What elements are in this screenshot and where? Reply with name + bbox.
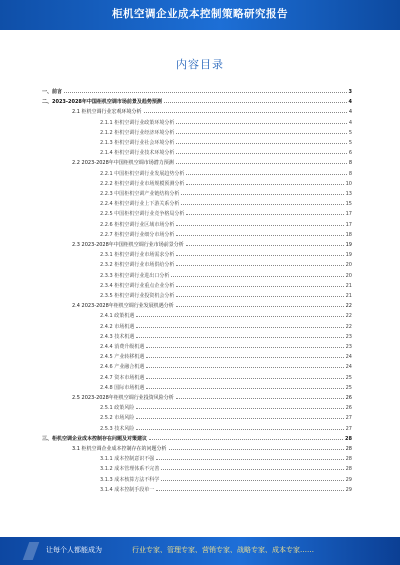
toc-entry-title: 3.1.1 成本控制意识不强 xyxy=(100,456,155,463)
toc-dot-leader xyxy=(176,153,346,154)
toc-entry-title: 2.2.5 中国柜机空调行业竞争格局分析 xyxy=(100,211,185,218)
toc-dot-leader xyxy=(146,378,343,379)
toc-page-number: 28 xyxy=(345,435,352,442)
footer-roles: 行业专家、管理专家、营销专家、战略专家、成本专家…… xyxy=(132,546,314,554)
toc-entry[interactable] xyxy=(100,146,352,156)
toc-page-number: 23 xyxy=(345,333,352,340)
toc-entry[interactable] xyxy=(100,279,352,289)
toc-entry-title: 2.4.4 消费升级机遇 xyxy=(100,344,145,350)
toc-dot-leader xyxy=(176,398,344,399)
page-header xyxy=(0,0,400,30)
toc-page-number: 6 xyxy=(348,150,352,157)
toc-entry-title: 2.4.3 技术机遇 xyxy=(100,333,135,340)
toc-dot-leader xyxy=(186,214,343,215)
toc-entry-title: 2.5.3 技术风险 xyxy=(100,425,135,432)
toc-entry-title: 2.5.1 政策风险 xyxy=(100,405,135,412)
toc-dot-leader xyxy=(146,347,343,348)
toc-page-number: 4 xyxy=(348,119,352,126)
toc-dot-leader xyxy=(136,408,343,409)
toc-page-number: 24 xyxy=(345,364,352,371)
toc-entry-title: 2.5.2 市场风险 xyxy=(100,415,135,422)
toc-entry[interactable] xyxy=(100,330,352,340)
toc-page-number: 24 xyxy=(345,354,352,361)
toc-page-number: 29 xyxy=(345,486,352,493)
toc-dot-leader xyxy=(186,245,344,246)
toc-entry-title: 2.1 柜机空调行业宏观环境分析 xyxy=(72,109,142,116)
toc-entry[interactable] xyxy=(100,340,352,350)
toc-entry-title: 2.4.1 政策机遇 xyxy=(100,313,135,320)
footer-slogan: 让每个人都能成为 xyxy=(46,546,102,554)
toc-entry[interactable] xyxy=(100,248,352,258)
toc-page-number: 23 xyxy=(345,344,352,350)
toc-dot-leader xyxy=(186,184,343,185)
toc-entry[interactable] xyxy=(100,258,352,268)
toc-entry[interactable] xyxy=(72,105,352,115)
toc-entry-title: 2.3.5 柜机空调行业投资机会分析 xyxy=(100,293,175,299)
toc-dot-leader xyxy=(169,449,344,450)
toc-entry[interactable] xyxy=(72,391,352,401)
toc-dot-leader xyxy=(176,255,343,256)
toc-entry-title: 2.2.1 中国柜机空调行业发展趋势分析 xyxy=(100,170,185,177)
toc-entry[interactable] xyxy=(100,218,352,228)
toc-entry-title: 2.1.4 柜机空调行业技术环境分析 xyxy=(100,150,175,157)
toc-entry-title: 3.1.4 成本控制手段单一 xyxy=(100,486,155,493)
toc-entry[interactable] xyxy=(42,432,352,442)
toc-entry[interactable] xyxy=(72,156,352,166)
toc-page-number: 27 xyxy=(345,415,352,422)
toc-entry[interactable] xyxy=(100,289,352,299)
report-title: 柜机空调企业成本控制策略研究报告 xyxy=(112,8,288,20)
toc-page-number: 15 xyxy=(345,201,352,208)
toc-entry[interactable] xyxy=(100,483,352,493)
toc-entry[interactable] xyxy=(100,411,352,421)
toc-dot-leader xyxy=(176,143,346,144)
toc-entry[interactable] xyxy=(100,371,352,381)
toc-dot-leader xyxy=(176,225,343,226)
toc-entry-title: 2.3 2023-2028年中国柜机空调行业市场前景分析 xyxy=(72,242,184,248)
toc-page-number: 4 xyxy=(348,99,352,106)
toc-page-number: 28 xyxy=(345,466,352,473)
toc-page-number: 5 xyxy=(348,129,352,136)
toc-dot-leader xyxy=(176,286,343,287)
toc-entry-title: 3.1.2 成本管理体系不完善 xyxy=(100,466,160,473)
toc-entry[interactable] xyxy=(100,320,352,330)
toc-entry-title: 2.4 2023-2028年柜机空调行业发展机遇分析 xyxy=(72,303,174,310)
toc-entry[interactable] xyxy=(100,136,352,146)
toc-page-number: 29 xyxy=(345,476,352,483)
toc-entry[interactable] xyxy=(100,177,352,187)
page-footer xyxy=(0,537,400,565)
toc-dot-leader xyxy=(161,480,343,481)
toc-dot-leader xyxy=(149,439,343,440)
toc-entry-title: 2.2.3 中国柜机空调产业链结构分析 xyxy=(100,191,180,197)
toc-page-number: 19 xyxy=(345,252,352,259)
toc-entry[interactable] xyxy=(100,462,352,472)
toc-dot-leader xyxy=(136,316,343,317)
toc-entry[interactable] xyxy=(100,197,352,207)
toc-entry-title: 3.1 柜机空调企业成本控制存在的问题分析 xyxy=(72,446,167,452)
toc-entry-title: 2.2.7 柜机空调行业细分市场分析 xyxy=(100,231,175,238)
toc-entry[interactable] xyxy=(100,207,352,217)
toc-dot-leader xyxy=(136,429,343,430)
toc-page-number: 18 xyxy=(345,231,352,238)
toc-entry-title: 2.3.2 柜机空调行业市场供给分析 xyxy=(100,262,175,269)
toc-entry[interactable] xyxy=(42,95,352,105)
toc-page-number: 27 xyxy=(345,425,352,432)
toc-page-number: 22 xyxy=(345,323,352,330)
toc-dot-leader xyxy=(176,133,346,134)
toc-entry-title: 2.2 2023-2028年中国柜机空调市场潜力预测 xyxy=(72,160,174,167)
toc-dot-leader xyxy=(136,418,343,419)
toc-entry[interactable] xyxy=(72,299,352,309)
toc-page-number: 22 xyxy=(345,313,352,320)
toc-page-number: 28 xyxy=(345,456,352,463)
toc-page-number: 8 xyxy=(348,170,352,177)
toc-dot-leader xyxy=(176,306,344,307)
toc-entry-title: 2.4.5 产业转移机遇 xyxy=(100,354,145,361)
toc-entry-title: 3.1.3 成本核算方法不科学 xyxy=(100,476,160,483)
toc-entry[interactable] xyxy=(100,269,352,279)
toc-page-number: 25 xyxy=(345,374,352,381)
toc-page-number: 21 xyxy=(345,293,352,299)
toc-entry-title: 2.3.1 柜机空调行业市场需求分析 xyxy=(100,252,175,259)
toc-page-number: 19 xyxy=(345,242,352,248)
toc-dot-leader xyxy=(176,265,343,266)
toc-dot-leader xyxy=(156,490,343,491)
toc-entry-title: 2.4.6 产业融合机遇 xyxy=(100,364,145,371)
toc-dot-leader xyxy=(176,163,347,164)
toc-dot-leader xyxy=(156,459,343,460)
toc-page-number: 10 xyxy=(345,180,352,187)
toc-page-number: 21 xyxy=(345,282,352,289)
toc-page-number: 28 xyxy=(345,446,352,452)
toc-page-number: 4 xyxy=(348,109,352,116)
toc-page-number: 3 xyxy=(348,89,352,95)
toc-dot-leader xyxy=(164,102,347,103)
toc-entry-title: 2.1.1 柜机空调行业政策环境分析 xyxy=(100,119,175,126)
toc-entry[interactable] xyxy=(100,381,352,391)
toc-entry-title: 2.4.8 国际市场机遇 xyxy=(100,384,145,391)
toc-entry-title: 2.5 2023-2028年柜机空调行业投资风险分析 xyxy=(72,395,174,401)
toc-dot-leader xyxy=(186,174,346,175)
toc-entry-title: 二、2023-2028年中国柜机空调市场前景及趋势预测 xyxy=(42,99,162,106)
toc-entry-title: 2.2.2 柜机空调行业市场规模预测分析 xyxy=(100,180,185,187)
toc-entry-title: 三、柜机空调企业成本控制存在问题及对策建议 xyxy=(42,435,148,442)
toc-entry[interactable] xyxy=(42,85,352,95)
toc-entry[interactable] xyxy=(100,126,352,136)
toc-heading: 内容目录 xyxy=(176,58,224,71)
toc-page-number: 13 xyxy=(345,191,352,197)
toc-dot-leader xyxy=(176,235,343,236)
toc-dot-leader xyxy=(146,357,343,358)
toc-dot-leader xyxy=(161,469,343,470)
toc-dot-leader xyxy=(181,204,343,205)
toc-dot-leader xyxy=(136,337,343,338)
footer-decoration xyxy=(23,542,40,560)
toc-page-number: 22 xyxy=(345,303,352,310)
toc-dot-leader xyxy=(146,367,343,368)
toc-dot-leader xyxy=(146,388,343,389)
toc-page-number: 17 xyxy=(345,211,352,218)
toc-entry[interactable] xyxy=(72,442,352,452)
toc-entry[interactable] xyxy=(72,238,352,248)
toc-entry[interactable] xyxy=(100,452,352,462)
toc-page-number: 5 xyxy=(348,140,352,146)
toc-entry-title: 2.4.2 市场机遇 xyxy=(100,323,135,330)
toc-entry[interactable] xyxy=(100,360,352,370)
toc-dot-leader xyxy=(176,296,343,297)
toc-entry[interactable] xyxy=(100,309,352,319)
toc-entry-title: 2.3.4 柜机空调行业重点企业分析 xyxy=(100,282,175,289)
toc-dot-leader xyxy=(136,327,343,328)
toc-page-number: 8 xyxy=(348,160,352,167)
toc-dot-leader xyxy=(181,194,343,195)
toc-entry-title: 2.1.2 柜机空调行业经济环境分析 xyxy=(100,129,175,136)
toc-entry-title: 2.3.3 柜机空调行业进出口分析 xyxy=(100,272,170,279)
toc-entry-title: 2.2.4 柜机空调行业上下游关系分析 xyxy=(100,201,180,208)
toc-dot-leader xyxy=(176,123,346,124)
toc-entry[interactable] xyxy=(100,228,352,238)
toc-page-number: 26 xyxy=(345,405,352,412)
toc-entry[interactable] xyxy=(100,167,352,177)
toc-page-number: 20 xyxy=(345,272,352,279)
toc-page-number: 20 xyxy=(345,262,352,269)
toc-dot-leader xyxy=(171,276,343,277)
toc-entry[interactable] xyxy=(100,473,352,483)
toc-entry[interactable] xyxy=(100,350,352,360)
toc-entry[interactable] xyxy=(100,187,352,197)
toc-page-number: 17 xyxy=(345,221,352,228)
toc-entry[interactable] xyxy=(100,401,352,411)
toc-entry[interactable] xyxy=(100,422,352,432)
toc-entry-title: 2.4.7 资本市场机遇 xyxy=(100,374,145,381)
toc-page-number: 25 xyxy=(345,384,352,391)
toc-page-number: 26 xyxy=(345,395,352,401)
toc-entry-title: 一、前言 xyxy=(42,89,63,95)
toc-dot-leader xyxy=(144,112,347,113)
toc-entry[interactable] xyxy=(100,116,352,126)
toc-entry-title: 2.2.6 柜机空调行业区域市场分析 xyxy=(100,221,175,228)
toc-entry-title: 2.1.3 柜机空调行业社会环境分析 xyxy=(100,140,175,146)
toc-dot-leader xyxy=(64,92,347,93)
